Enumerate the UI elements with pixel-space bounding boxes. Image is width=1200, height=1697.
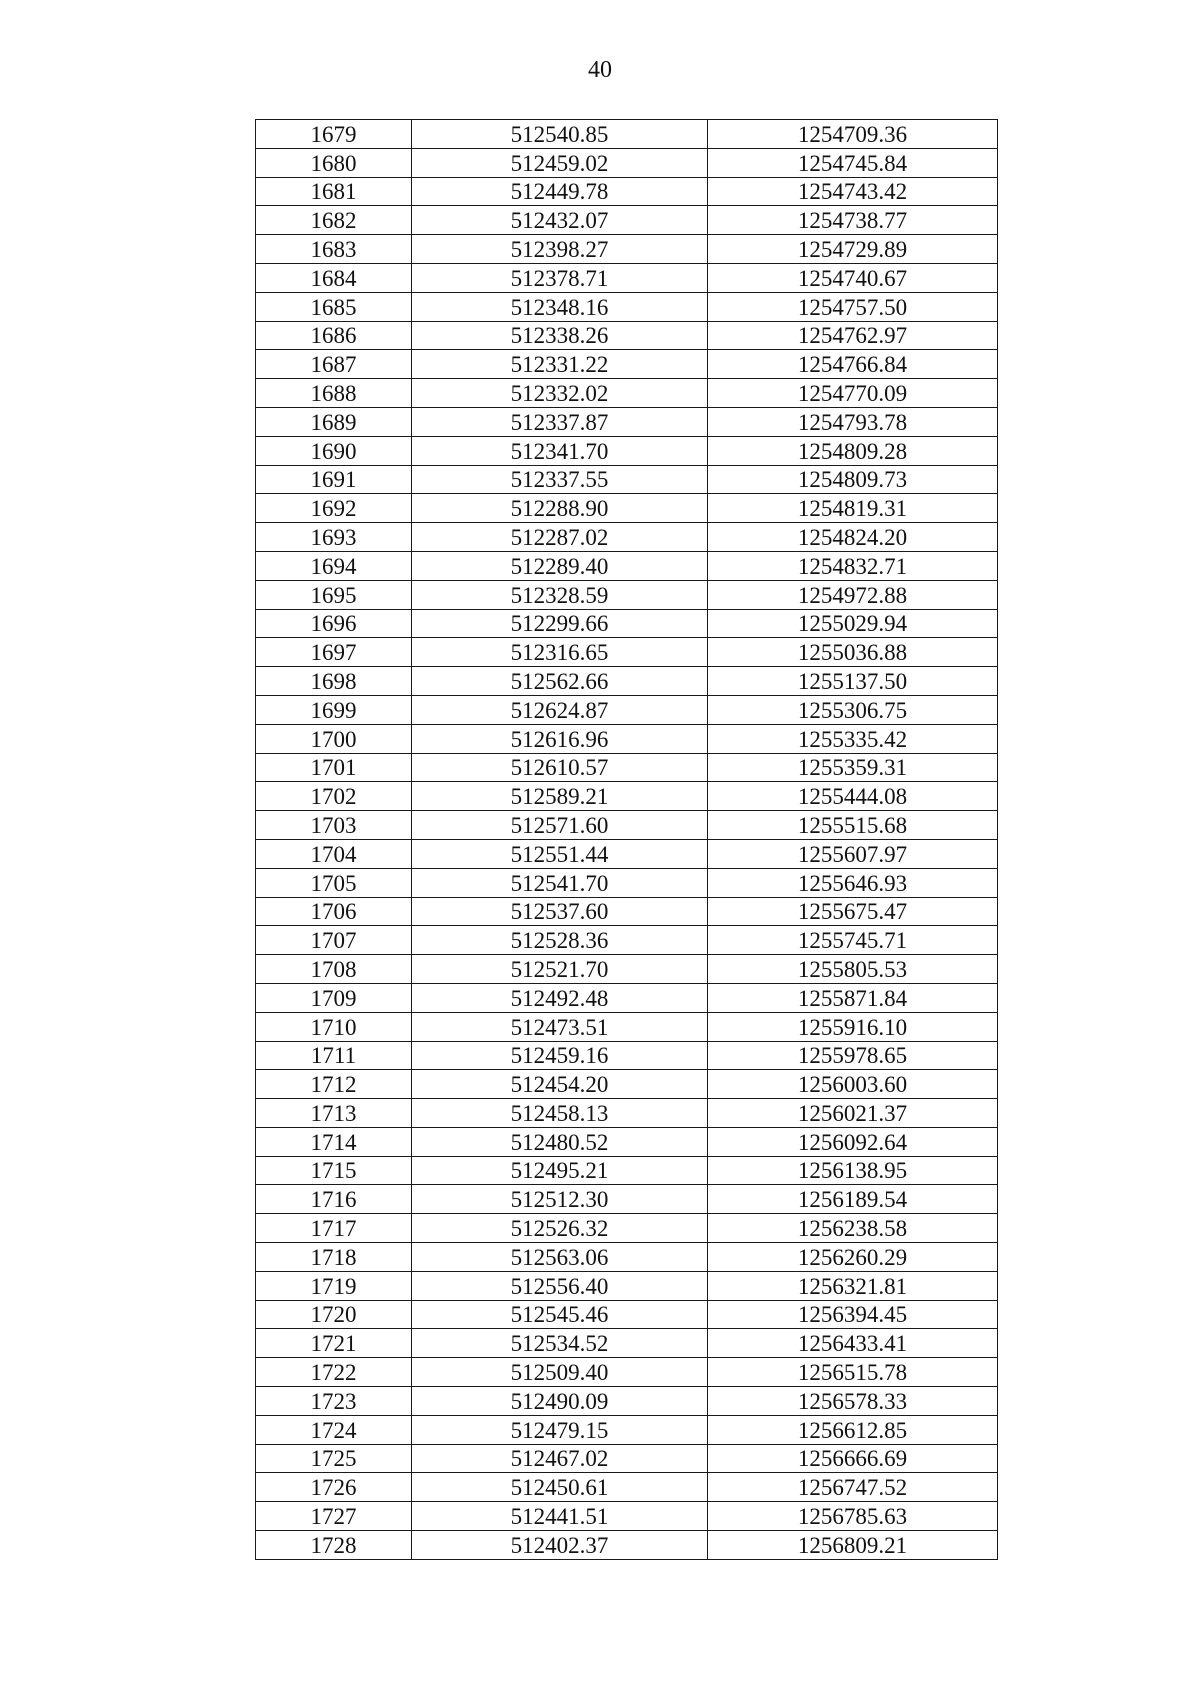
y-coordinate-cell: 1254809.73 xyxy=(708,465,998,494)
table-row xyxy=(256,1185,998,1214)
x-coordinate-cell: 512624.87 xyxy=(412,695,708,724)
y-coordinate-cell: 1255515.68 xyxy=(708,811,998,840)
point-number-cell: 1696 xyxy=(256,609,412,638)
y-coordinate-cell: 1254824.20 xyxy=(708,523,998,552)
y-coordinate-cell: 1256138.95 xyxy=(708,1156,998,1185)
x-coordinate-cell: 512459.02 xyxy=(412,148,708,177)
point-number-cell: 1682 xyxy=(256,206,412,235)
x-coordinate-cell: 512337.55 xyxy=(412,465,708,494)
point-number-cell: 1704 xyxy=(256,839,412,868)
table-row xyxy=(256,465,998,494)
point-number-cell: 1679 xyxy=(256,120,412,149)
table-row xyxy=(256,1214,998,1243)
table-row xyxy=(256,1127,998,1156)
x-coordinate-cell: 512328.59 xyxy=(412,580,708,609)
y-coordinate-cell: 1254832.71 xyxy=(708,551,998,580)
point-number-cell: 1726 xyxy=(256,1473,412,1502)
x-coordinate-cell: 512402.37 xyxy=(412,1531,708,1560)
x-coordinate-cell: 512398.27 xyxy=(412,235,708,264)
y-coordinate-cell: 1254740.67 xyxy=(708,263,998,292)
table-row xyxy=(256,551,998,580)
point-number-cell: 1705 xyxy=(256,868,412,897)
table-row xyxy=(256,1271,998,1300)
table-row xyxy=(256,1099,998,1128)
table-row xyxy=(256,724,998,753)
table-row xyxy=(256,206,998,235)
page-number: 40 xyxy=(588,57,612,83)
table-row xyxy=(256,839,998,868)
point-number-cell: 1702 xyxy=(256,782,412,811)
point-number-cell: 1694 xyxy=(256,551,412,580)
point-number-cell: 1703 xyxy=(256,811,412,840)
table-row xyxy=(256,177,998,206)
y-coordinate-cell: 1255444.08 xyxy=(708,782,998,811)
point-number-cell: 1716 xyxy=(256,1185,412,1214)
point-number-cell: 1719 xyxy=(256,1271,412,1300)
x-coordinate-cell: 512287.02 xyxy=(412,523,708,552)
point-number-cell: 1706 xyxy=(256,897,412,926)
x-coordinate-cell: 512545.46 xyxy=(412,1300,708,1329)
x-coordinate-cell: 512432.07 xyxy=(412,206,708,235)
y-coordinate-cell: 1256433.41 xyxy=(708,1329,998,1358)
point-number-cell: 1710 xyxy=(256,1012,412,1041)
point-number-cell: 1684 xyxy=(256,263,412,292)
x-coordinate-cell: 512526.32 xyxy=(412,1214,708,1243)
point-number-cell: 1686 xyxy=(256,321,412,350)
table-row xyxy=(256,897,998,926)
table-row xyxy=(256,436,998,465)
y-coordinate-cell: 1254757.50 xyxy=(708,292,998,321)
y-coordinate-cell: 1255029.94 xyxy=(708,609,998,638)
table-row xyxy=(256,1502,998,1531)
y-coordinate-cell: 1256238.58 xyxy=(708,1214,998,1243)
x-coordinate-cell: 512458.13 xyxy=(412,1099,708,1128)
x-coordinate-cell: 512338.26 xyxy=(412,321,708,350)
table-row xyxy=(256,782,998,811)
table-row xyxy=(256,523,998,552)
table-row xyxy=(256,1300,998,1329)
table-row xyxy=(256,1358,998,1387)
point-number-cell: 1699 xyxy=(256,695,412,724)
table-row xyxy=(256,868,998,897)
y-coordinate-cell: 1256260.29 xyxy=(708,1243,998,1272)
table-row xyxy=(256,1387,998,1416)
y-coordinate-cell: 1254770.09 xyxy=(708,379,998,408)
y-coordinate-cell: 1255646.93 xyxy=(708,868,998,897)
x-coordinate-cell: 512512.30 xyxy=(412,1185,708,1214)
x-coordinate-cell: 512337.87 xyxy=(412,407,708,436)
point-number-cell: 1718 xyxy=(256,1243,412,1272)
y-coordinate-cell: 1256666.69 xyxy=(708,1444,998,1473)
point-number-cell: 1707 xyxy=(256,926,412,955)
x-coordinate-cell: 512479.15 xyxy=(412,1415,708,1444)
table-row xyxy=(256,120,998,149)
x-coordinate-cell: 512610.57 xyxy=(412,753,708,782)
point-number-cell: 1689 xyxy=(256,407,412,436)
table-row xyxy=(256,1243,998,1272)
point-number-cell: 1723 xyxy=(256,1387,412,1416)
x-coordinate-cell: 512449.78 xyxy=(412,177,708,206)
point-number-cell: 1725 xyxy=(256,1444,412,1473)
point-number-cell: 1685 xyxy=(256,292,412,321)
x-coordinate-cell: 512492.48 xyxy=(412,983,708,1012)
x-coordinate-cell: 512480.52 xyxy=(412,1127,708,1156)
y-coordinate-cell: 1256394.45 xyxy=(708,1300,998,1329)
y-coordinate-cell: 1254809.28 xyxy=(708,436,998,465)
y-coordinate-cell: 1256578.33 xyxy=(708,1387,998,1416)
table-row xyxy=(256,350,998,379)
y-coordinate-cell: 1255978.65 xyxy=(708,1041,998,1070)
table-row xyxy=(256,263,998,292)
point-number-cell: 1712 xyxy=(256,1070,412,1099)
y-coordinate-cell: 1256021.37 xyxy=(708,1099,998,1128)
x-coordinate-cell: 512378.71 xyxy=(412,263,708,292)
y-coordinate-cell: 1254743.42 xyxy=(708,177,998,206)
y-coordinate-cell: 1254793.78 xyxy=(708,407,998,436)
y-coordinate-cell: 1256515.78 xyxy=(708,1358,998,1387)
table-row xyxy=(256,1444,998,1473)
point-number-cell: 1720 xyxy=(256,1300,412,1329)
point-number-cell: 1693 xyxy=(256,523,412,552)
point-number-cell: 1722 xyxy=(256,1358,412,1387)
y-coordinate-cell: 1255306.75 xyxy=(708,695,998,724)
x-coordinate-cell: 512332.02 xyxy=(412,379,708,408)
table-row xyxy=(256,926,998,955)
x-coordinate-cell: 512441.51 xyxy=(412,1502,708,1531)
point-number-cell: 1709 xyxy=(256,983,412,1012)
table-row xyxy=(256,753,998,782)
table-row xyxy=(256,580,998,609)
point-number-cell: 1724 xyxy=(256,1415,412,1444)
y-coordinate-cell: 1254745.84 xyxy=(708,148,998,177)
x-coordinate-cell: 512509.40 xyxy=(412,1358,708,1387)
point-number-cell: 1728 xyxy=(256,1531,412,1560)
table-row xyxy=(256,955,998,984)
table-row xyxy=(256,609,998,638)
x-coordinate-cell: 512528.36 xyxy=(412,926,708,955)
point-number-cell: 1695 xyxy=(256,580,412,609)
y-coordinate-cell: 1256321.81 xyxy=(708,1271,998,1300)
point-number-cell: 1687 xyxy=(256,350,412,379)
x-coordinate-cell: 512316.65 xyxy=(412,638,708,667)
x-coordinate-cell: 512473.51 xyxy=(412,1012,708,1041)
table-row xyxy=(256,407,998,436)
point-number-cell: 1691 xyxy=(256,465,412,494)
point-number-cell: 1715 xyxy=(256,1156,412,1185)
x-coordinate-cell: 512289.40 xyxy=(412,551,708,580)
table-row xyxy=(256,983,998,1012)
x-coordinate-cell: 512341.70 xyxy=(412,436,708,465)
table-row xyxy=(256,1329,998,1358)
y-coordinate-cell: 1255871.84 xyxy=(708,983,998,1012)
table-row xyxy=(256,1415,998,1444)
y-coordinate-cell: 1256003.60 xyxy=(708,1070,998,1099)
table-row xyxy=(256,1156,998,1185)
x-coordinate-cell: 512534.52 xyxy=(412,1329,708,1358)
x-coordinate-cell: 512490.09 xyxy=(412,1387,708,1416)
y-coordinate-cell: 1255137.50 xyxy=(708,667,998,696)
point-number-cell: 1692 xyxy=(256,494,412,523)
point-number-cell: 1701 xyxy=(256,753,412,782)
y-coordinate-cell: 1255607.97 xyxy=(708,839,998,868)
table-row xyxy=(256,695,998,724)
x-coordinate-cell: 512537.60 xyxy=(412,897,708,926)
table-row xyxy=(256,292,998,321)
table-row xyxy=(256,1473,998,1502)
x-coordinate-cell: 512495.21 xyxy=(412,1156,708,1185)
x-coordinate-cell: 512541.70 xyxy=(412,868,708,897)
point-number-cell: 1714 xyxy=(256,1127,412,1156)
x-coordinate-cell: 512299.66 xyxy=(412,609,708,638)
table-row xyxy=(256,811,998,840)
coordinates-table-body xyxy=(256,120,998,1560)
x-coordinate-cell: 512616.96 xyxy=(412,724,708,753)
y-coordinate-cell: 1255745.71 xyxy=(708,926,998,955)
y-coordinate-cell: 1255335.42 xyxy=(708,724,998,753)
table-row xyxy=(256,1070,998,1099)
x-coordinate-cell: 512551.44 xyxy=(412,839,708,868)
x-coordinate-cell: 512454.20 xyxy=(412,1070,708,1099)
x-coordinate-cell: 512563.06 xyxy=(412,1243,708,1272)
x-coordinate-cell: 512589.21 xyxy=(412,782,708,811)
table-row xyxy=(256,1012,998,1041)
point-number-cell: 1690 xyxy=(256,436,412,465)
y-coordinate-cell: 1255036.88 xyxy=(708,638,998,667)
table-row xyxy=(256,667,998,696)
table-row xyxy=(256,379,998,408)
y-coordinate-cell: 1256747.52 xyxy=(708,1473,998,1502)
point-number-cell: 1708 xyxy=(256,955,412,984)
table-row xyxy=(256,494,998,523)
point-number-cell: 1700 xyxy=(256,724,412,753)
y-coordinate-cell: 1254762.97 xyxy=(708,321,998,350)
x-coordinate-cell: 512331.22 xyxy=(412,350,708,379)
point-number-cell: 1683 xyxy=(256,235,412,264)
point-number-cell: 1681 xyxy=(256,177,412,206)
table-row xyxy=(256,1531,998,1560)
y-coordinate-cell: 1255805.53 xyxy=(708,955,998,984)
x-coordinate-cell: 512348.16 xyxy=(412,292,708,321)
x-coordinate-cell: 512556.40 xyxy=(412,1271,708,1300)
point-number-cell: 1680 xyxy=(256,148,412,177)
point-number-cell: 1717 xyxy=(256,1214,412,1243)
x-coordinate-cell: 512450.61 xyxy=(412,1473,708,1502)
y-coordinate-cell: 1255916.10 xyxy=(708,1012,998,1041)
y-coordinate-cell: 1254766.84 xyxy=(708,350,998,379)
table-row xyxy=(256,235,998,264)
x-coordinate-cell: 512467.02 xyxy=(412,1444,708,1473)
x-coordinate-cell: 512562.66 xyxy=(412,667,708,696)
y-coordinate-cell: 1254729.89 xyxy=(708,235,998,264)
y-coordinate-cell: 1256785.63 xyxy=(708,1502,998,1531)
point-number-cell: 1711 xyxy=(256,1041,412,1070)
table-row xyxy=(256,1041,998,1070)
y-coordinate-cell: 1254709.36 xyxy=(708,120,998,149)
table-row xyxy=(256,148,998,177)
y-coordinate-cell: 1256092.64 xyxy=(708,1127,998,1156)
x-coordinate-cell: 512571.60 xyxy=(412,811,708,840)
y-coordinate-cell: 1254738.77 xyxy=(708,206,998,235)
y-coordinate-cell: 1254972.88 xyxy=(708,580,998,609)
y-coordinate-cell: 1256612.85 xyxy=(708,1415,998,1444)
y-coordinate-cell: 1256809.21 xyxy=(708,1531,998,1560)
point-number-cell: 1688 xyxy=(256,379,412,408)
x-coordinate-cell: 512540.85 xyxy=(412,120,708,149)
point-number-cell: 1727 xyxy=(256,1502,412,1531)
x-coordinate-cell: 512288.90 xyxy=(412,494,708,523)
x-coordinate-cell: 512521.70 xyxy=(412,955,708,984)
y-coordinate-cell: 1255675.47 xyxy=(708,897,998,926)
y-coordinate-cell: 1254819.31 xyxy=(708,494,998,523)
coordinates-table xyxy=(255,119,998,1560)
y-coordinate-cell: 1256189.54 xyxy=(708,1185,998,1214)
point-number-cell: 1698 xyxy=(256,667,412,696)
y-coordinate-cell: 1255359.31 xyxy=(708,753,998,782)
point-number-cell: 1713 xyxy=(256,1099,412,1128)
point-number-cell: 1697 xyxy=(256,638,412,667)
table-row xyxy=(256,321,998,350)
point-number-cell: 1721 xyxy=(256,1329,412,1358)
x-coordinate-cell: 512459.16 xyxy=(412,1041,708,1070)
table-row xyxy=(256,638,998,667)
